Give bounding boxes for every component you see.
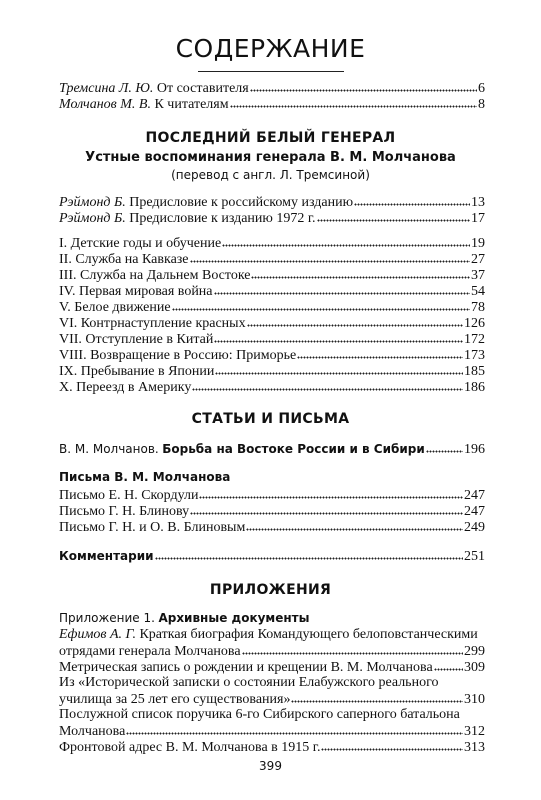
chapter-entry[interactable] [59,315,485,332]
appendix-entry[interactable] [59,739,485,756]
dot-leader [230,96,477,108]
dot-leader [190,251,470,263]
entry-page: 8 [478,97,485,112]
entry-page: 13 [471,195,485,210]
entry-page: 78 [471,300,485,315]
page-number: 399 [259,759,282,773]
dot-leader [155,548,463,560]
entry-author: Рэймонд Б. [59,211,126,226]
entry-first-line [59,627,478,643]
entry-page: 299 [464,644,485,659]
entry-page: 173 [464,348,485,363]
entry-title: V. Белое движение [59,300,171,315]
entry-page: 172 [464,332,485,347]
entry-page: 19 [471,236,485,251]
entry-title: X. Переезд в Америку [59,380,192,395]
dot-leader [214,331,463,343]
entry-title: Письмо Е. Н. Скордули [59,488,199,503]
appendix-title: Архивные документы [158,611,310,625]
entry-page: 17 [471,211,485,226]
chapter-entry[interactable] [59,379,485,396]
appendix-entry[interactable] [59,643,485,660]
appendix-entry[interactable] [59,723,485,740]
entry-title: IV. Первая мировая война [59,284,213,299]
dot-leader [190,503,463,515]
entry-page: 185 [464,364,485,379]
dot-leader [246,519,463,531]
entry-title: VII. Отступление в Китай [59,332,214,347]
chapter-entry[interactable] [59,251,485,268]
entry-author: В. М. Молчанов. [59,442,159,456]
entry-page: 126 [464,316,485,331]
toc-entry[interactable] [59,194,485,211]
entry-page: 27 [471,252,485,267]
entry-title-line2: отрядами генерала Молчанова [59,644,241,659]
entry-page: 249 [464,520,485,535]
dot-leader [192,379,463,391]
entry-title: Письмо Г. Н. Блинову [59,504,190,519]
appendix-entry[interactable] [59,691,485,708]
dot-leader [215,363,463,375]
entry-title: К читателям [154,97,229,112]
entry-title-line1: Краткая биография Командующего белоповстанческими [139,627,478,642]
entry-page: 247 [464,488,485,503]
entry-title-line2: училища за 25 лет его существования» [59,692,291,707]
entry-title: Предисловие к российскому изданию [129,195,354,210]
entry-title: Метрическая запись о рождении и крещении В. М. Молчанова [59,660,433,675]
appendix-heading [59,611,309,627]
chapter-entry[interactable] [59,235,485,252]
entry-title: Предисловие к изданию 1972 г. [129,211,316,226]
entry-title-line2: Молчанова [59,724,126,739]
dot-leader [251,267,470,279]
comments-entry[interactable] [59,548,485,565]
entry-first-line: Из «Исторической записки о состоянии Елабужского реального [59,675,439,690]
entry-title: Комментарии [59,549,154,563]
dot-leader [297,347,463,359]
entry-author: Ефимов А. Г. [59,627,136,642]
entry-author: Рэймонд Б. [59,195,126,210]
entry-author: Тремсина Л. Ю. [59,81,154,96]
entry-title: От составителя [156,81,249,96]
letter-entry[interactable] [59,503,485,520]
section-heading: ПОСЛЕДНИЙ БЕЛЫЙ ГЕНЕРАЛ [145,130,396,146]
dot-leader [426,441,463,453]
entry-page: 251 [464,549,485,564]
entry-page: 310 [464,692,485,707]
entry-first-line: Послужной список поручика 6-го Сибирского саперного батальона [59,707,460,722]
dot-leader [126,723,463,735]
entry-page: 54 [471,284,485,299]
dot-leader [354,194,470,206]
entry-title: I. Детские годы и обучение [59,236,222,251]
appendix-prefix: Приложение 1. [59,611,155,625]
section-subheading: Устные воспоминания генерала В. М. Молчанова [85,150,456,165]
entry-page: 309 [464,660,485,675]
entry-page: 312 [464,724,485,739]
dot-leader [214,283,470,295]
dot-leader [317,210,470,222]
entry-title: VIII. Возвращение в Россию: Приморье [59,348,297,363]
toc-entry[interactable] [59,96,485,113]
letter-entry[interactable] [59,487,485,504]
page-title: СОДЕРЖАНИЕ [175,34,366,63]
chapter-entry[interactable] [59,363,485,380]
section-heading: ПРИЛОЖЕНИЯ [209,582,332,598]
entry-page: 313 [464,740,485,755]
entry-title: VI. Контрнаступление красных [59,316,246,331]
dot-leader [242,643,463,655]
article-entry[interactable] [59,441,485,458]
dot-leader [291,691,463,703]
entry-author: Молчанов М. В. [59,97,151,112]
entry-page: 247 [464,504,485,519]
entry-page: 186 [464,380,485,395]
entry-page: 196 [464,442,485,457]
chapter-entry[interactable] [59,299,485,316]
section-heading: СТАТЬИ И ПИСЬМА [191,411,350,427]
title-rule [198,71,344,72]
dot-leader [250,80,477,92]
chapter-entry[interactable] [59,331,485,348]
dot-leader [434,659,463,671]
entry-title: Письмо Г. Н. и О. В. Блиновым [59,520,246,535]
letter-entry[interactable] [59,519,485,536]
entry-title: Фронтовой адрес В. М. Молчанова в 1915 г. [59,740,321,755]
entry-title: II. Служба на Кавказе [59,252,189,267]
dot-leader [199,487,463,499]
entry-title: IX. Пребывание в Японии [59,364,215,379]
translation-note: (перевод с англ. Л. Тремсиной) [171,168,370,182]
chapter-entry[interactable] [59,283,485,300]
appendix-entry[interactable] [59,659,485,676]
chapter-entry[interactable] [59,347,485,364]
toc-entry[interactable] [59,210,485,227]
entry-page: 6 [478,81,485,96]
dot-leader [321,739,463,751]
dot-leader [222,235,470,247]
dot-leader [247,315,463,327]
toc-entry[interactable] [59,80,485,97]
entry-title: Борьба на Востоке России и в Сибири [162,442,425,456]
chapter-entry[interactable] [59,267,485,284]
dot-leader [172,299,470,311]
entry-page: 37 [471,268,485,283]
entry-title: III. Служба на Дальнем Востоке [59,268,251,283]
letters-title: Письма В. М. Молчанова [59,470,231,484]
